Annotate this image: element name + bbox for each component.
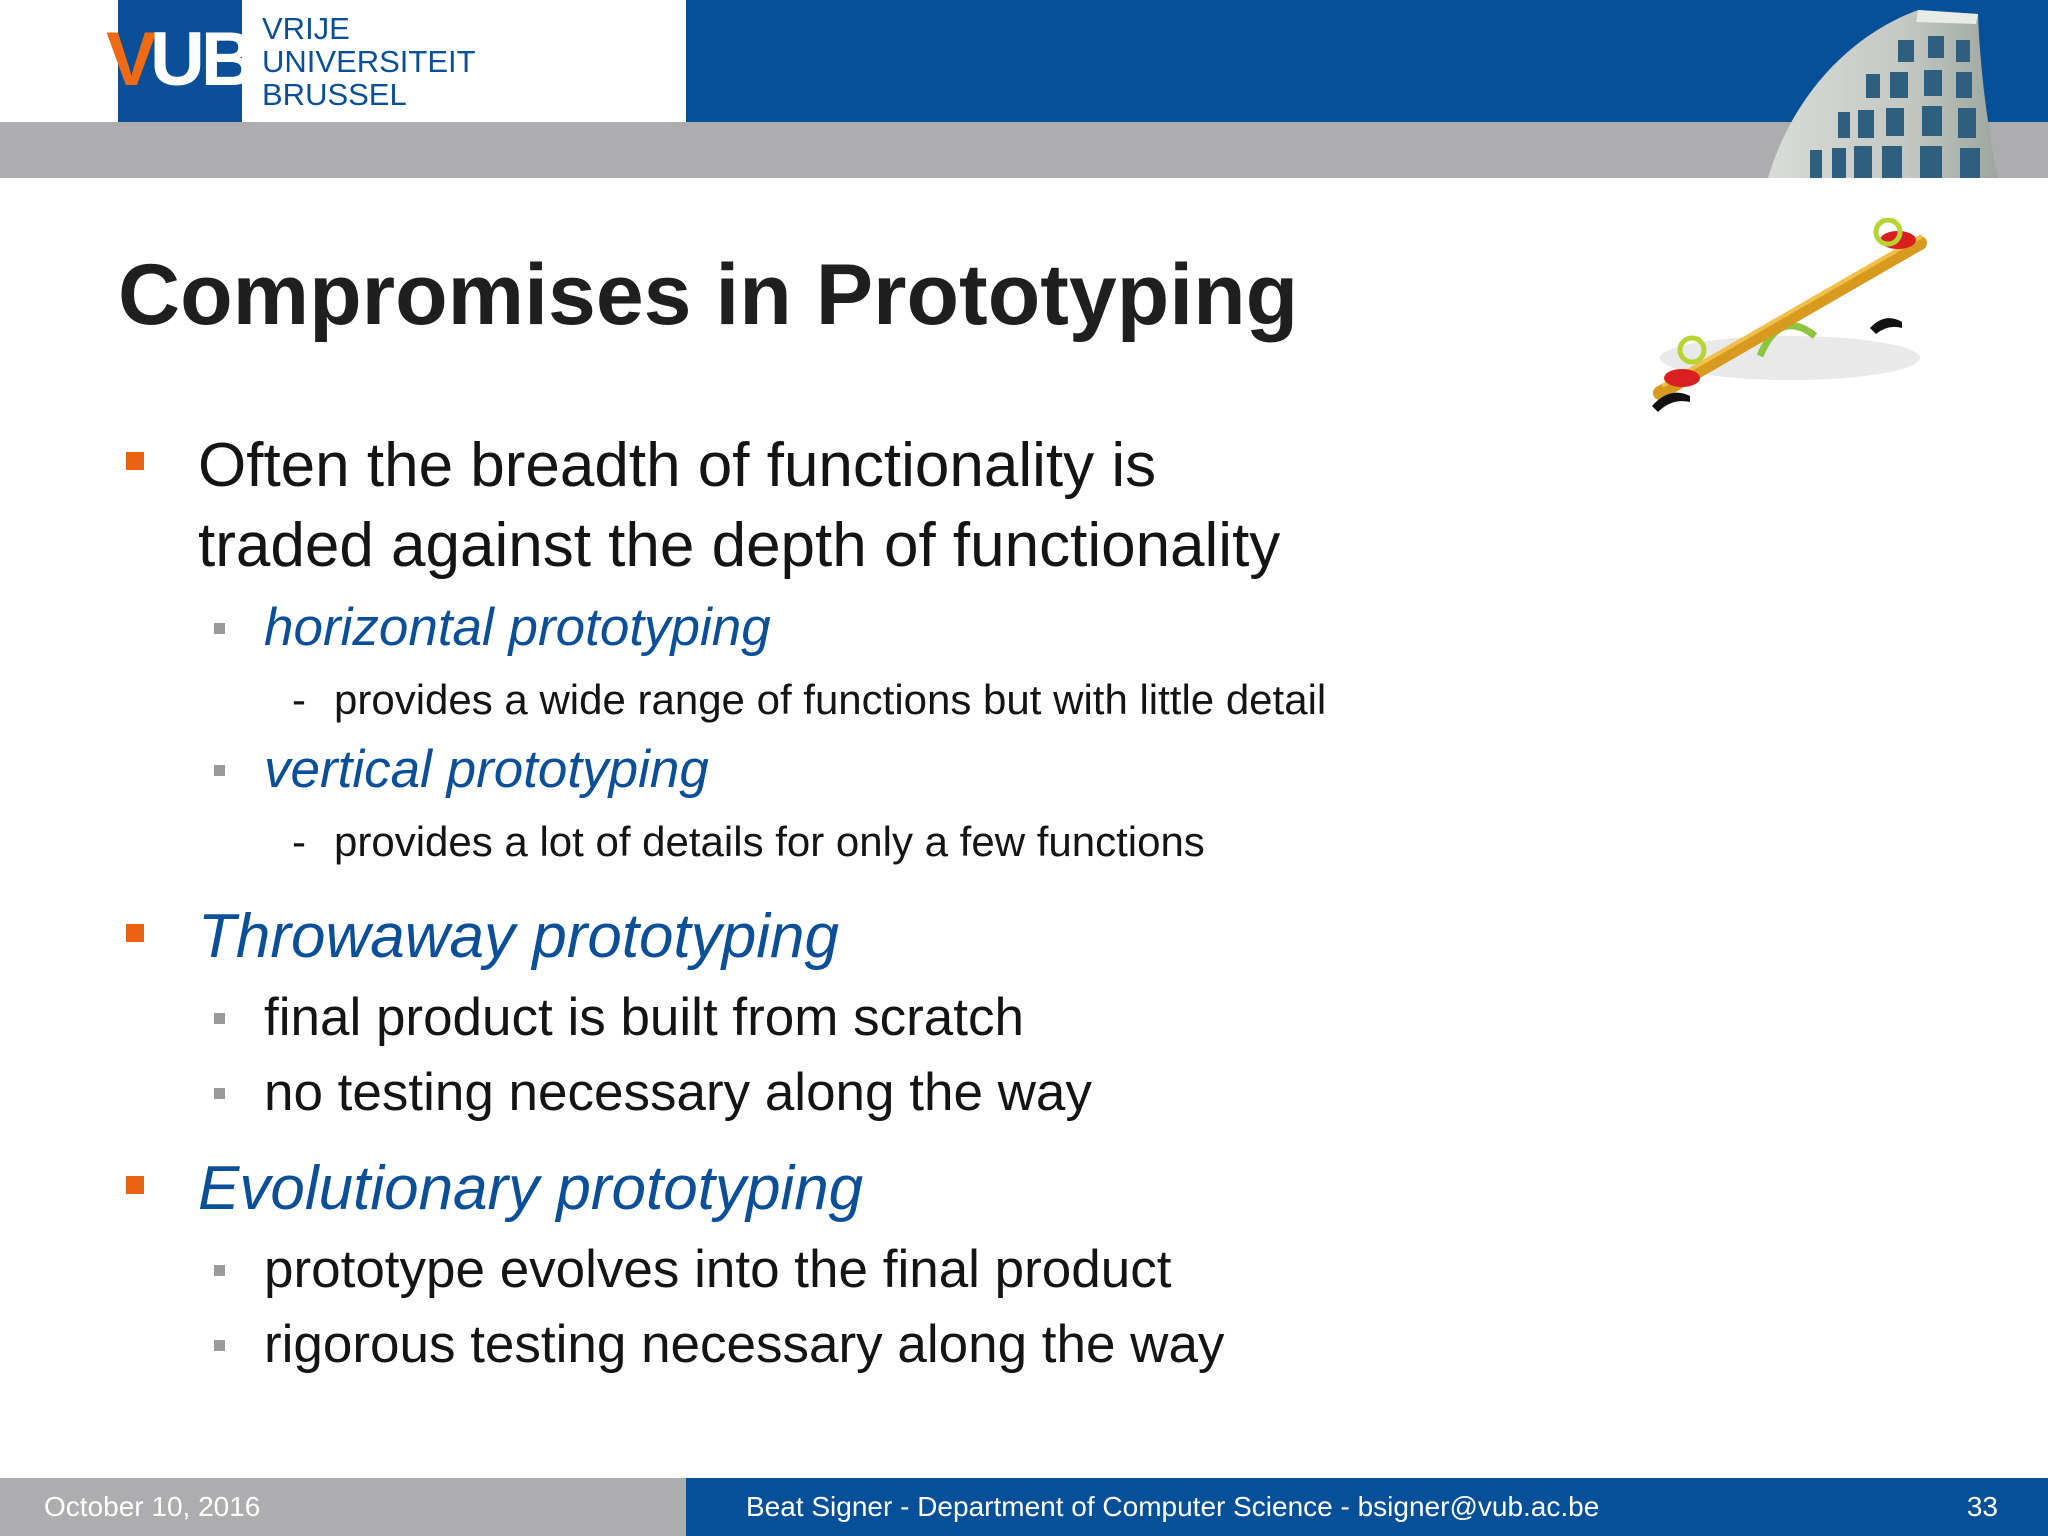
dash-bullet: - [292, 818, 306, 865]
sub-bullet-text: rigorous testing necessary along the way [264, 1315, 1225, 1374]
footer-author: Beat Signer - Department of Computer Science - bsigner@vub.ac.be [746, 1491, 1600, 1522]
sub-bullet-square [214, 623, 225, 634]
sub-bullet-square [214, 765, 225, 776]
logo-line-vrije: VRIJE [262, 11, 350, 46]
bullet-text-line: traded against the depth of functionality [198, 511, 1281, 580]
detail-text: provides a lot of details for only a few functions [334, 818, 1205, 865]
bullet-square [126, 1176, 144, 1194]
sub-bullet-text: prototype evolves into the final product [264, 1240, 1172, 1299]
logo-line-universiteit: UNIVERSITEIT [262, 44, 476, 79]
bullet-square [126, 452, 144, 470]
bullet-square [126, 924, 144, 942]
bullet-emphasis: Throwaway prototyping [198, 902, 839, 971]
seesaw-illustration [1640, 218, 1940, 428]
logo-mark-ub: UB [150, 17, 252, 102]
bullet-emphasis: Evolutionary prototyping [198, 1154, 864, 1223]
page-number: 33 [1966, 1491, 1998, 1522]
sub-bullet-text: no testing necessary along the way [264, 1063, 1092, 1122]
logo-wordmark [262, 12, 476, 111]
logo-mark-v: V [106, 17, 153, 102]
sub-bullet-square [214, 1013, 225, 1024]
footer-date: October 10, 2016 [44, 1491, 261, 1522]
sub-bullet-emphasis: horizontal prototyping [264, 598, 771, 657]
dash-bullet: - [292, 676, 306, 723]
slide-title: Compromises in Prototyping [118, 247, 1299, 343]
detail-text: provides a wide range of functions but with little detail [334, 676, 1327, 723]
sub-bullet-text: final product is built from scratch [264, 988, 1024, 1047]
logo-line-brussel: BRUSSEL [262, 77, 407, 112]
sub-bullet-square [214, 1265, 225, 1276]
sub-bullet-emphasis: vertical prototyping [264, 740, 709, 799]
sub-bullet-square [214, 1088, 225, 1099]
building-photo [1748, 0, 2008, 178]
sub-bullet-square [214, 1340, 225, 1351]
header-gray-band [0, 122, 2048, 178]
bullet-text-line: Often the breadth of functionality is [198, 431, 1157, 500]
